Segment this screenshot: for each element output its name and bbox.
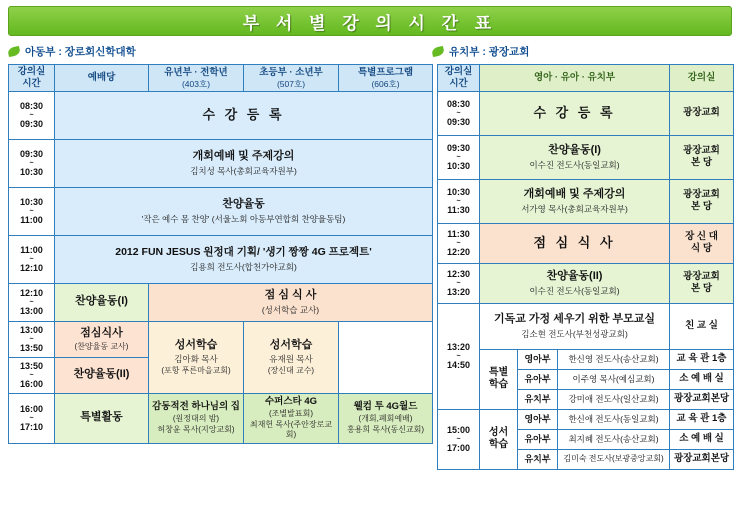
time-end: 10:30 bbox=[446, 160, 471, 171]
header-col-3-l1: 특별프로그램 bbox=[357, 66, 414, 78]
session-cell-empty bbox=[339, 321, 433, 393]
time-cell bbox=[438, 303, 480, 409]
session-speaker: '작은 예수 몸 찬양' (서울노회 아동부연합회 찬양율동팀) bbox=[141, 213, 346, 224]
time-cell bbox=[9, 91, 55, 139]
table-row bbox=[438, 303, 734, 349]
header-col-3-l2: (606호) bbox=[371, 78, 400, 89]
age-group: 유치부 bbox=[518, 449, 558, 469]
time-end: 11:00 bbox=[20, 214, 43, 225]
room-cell bbox=[670, 223, 734, 263]
time-dash: ~ bbox=[456, 279, 461, 287]
time-dash: ~ bbox=[456, 109, 461, 117]
time-start: 11:30 bbox=[447, 228, 470, 239]
children-schedule-table bbox=[8, 64, 433, 444]
section-label-special bbox=[480, 349, 518, 409]
session-cell bbox=[339, 393, 433, 443]
time-end: 12:20 bbox=[446, 246, 471, 257]
table-row bbox=[9, 139, 433, 187]
session-title: 찬양율동 bbox=[222, 198, 265, 211]
room-detail: 본 당 bbox=[691, 283, 713, 295]
time-start: 08:30 bbox=[446, 98, 471, 109]
session-title: 기독교 가정 세우기 위한 부모교실 bbox=[494, 313, 655, 326]
time-cell bbox=[9, 235, 55, 283]
table-row bbox=[438, 91, 734, 135]
time-start: 09:30 bbox=[19, 148, 44, 159]
teacher-name: 강미애 전도사(일산교회) bbox=[558, 389, 670, 409]
room-cell bbox=[670, 179, 734, 223]
session-cell bbox=[55, 393, 149, 443]
table-row bbox=[9, 321, 433, 357]
header-col-3 bbox=[339, 65, 433, 92]
header-col-1 bbox=[149, 65, 244, 92]
time-cell bbox=[9, 357, 55, 393]
time-end: 17:00 bbox=[446, 442, 471, 453]
room-name: 광장교회 bbox=[683, 107, 720, 119]
time-end: 16:00 bbox=[19, 378, 44, 389]
room-cell: 광장교회본당 bbox=[670, 389, 734, 409]
time-start: 15:00 bbox=[446, 424, 471, 435]
age-group: 유치부 bbox=[518, 389, 558, 409]
session-title: 수 강 등 록 bbox=[202, 107, 285, 123]
session-speaker: 홍용희 목사(동신교회) bbox=[346, 425, 425, 435]
session-title: 성서학습 bbox=[269, 338, 313, 351]
table-row bbox=[438, 223, 734, 263]
room-name: 광장교회 bbox=[683, 189, 720, 201]
session-cell bbox=[149, 283, 433, 321]
kindergarten-schedule-table bbox=[437, 64, 734, 470]
time-start: 12:10 bbox=[19, 287, 44, 298]
header-time-line1: 강의실 bbox=[444, 66, 473, 77]
table-row bbox=[438, 409, 734, 429]
teacher-name: 이주영 목사(예심교회) bbox=[558, 369, 670, 389]
room-name: 광장교회 bbox=[683, 145, 720, 157]
session-title: 찬양율동(II) bbox=[546, 270, 603, 283]
time-cell bbox=[9, 321, 55, 357]
session-speaker: 김치성 목사(총회교육자원부) bbox=[190, 165, 297, 176]
time-start: 09:30 bbox=[446, 142, 471, 153]
session-cell bbox=[55, 235, 433, 283]
table-row bbox=[9, 187, 433, 235]
table-row bbox=[9, 283, 433, 321]
section-label-line1: 성서 bbox=[488, 426, 509, 438]
tables-grid bbox=[8, 64, 732, 470]
time-dash: ~ bbox=[29, 159, 34, 167]
time-cell bbox=[9, 393, 55, 443]
time-dash: ~ bbox=[456, 352, 461, 360]
session-title: 찬양율동(I) bbox=[75, 295, 128, 308]
session-title: 수퍼스타 4G bbox=[264, 396, 318, 408]
page-title-bar bbox=[8, 6, 732, 36]
time-end: 13:50 bbox=[19, 342, 44, 353]
session-cell bbox=[480, 223, 670, 263]
time-end: 12:10 bbox=[19, 262, 44, 273]
time-dash: ~ bbox=[29, 207, 34, 215]
session-cell bbox=[55, 139, 433, 187]
time-start: 16:00 bbox=[19, 403, 44, 414]
session-title: 개회예배 및 주제강의 bbox=[192, 150, 295, 163]
session-cell bbox=[480, 91, 670, 135]
time-cell bbox=[9, 139, 55, 187]
time-cell bbox=[438, 223, 480, 263]
time-end: 10:30 bbox=[19, 166, 44, 177]
time-cell bbox=[9, 187, 55, 235]
time-end: 11:30 bbox=[447, 204, 470, 215]
header-program: 영아 · 유아 · 유치부 bbox=[480, 65, 670, 92]
session-title: 개회예배 및 주제강의 bbox=[523, 188, 626, 201]
session-cell bbox=[244, 321, 339, 393]
room-detail: 본 당 bbox=[691, 201, 713, 213]
header-col-1-l1: 유년부 · 전학년 bbox=[164, 66, 228, 78]
session-speaker: 유재원 목사 bbox=[269, 354, 313, 365]
time-cell bbox=[438, 91, 480, 135]
session-speaker: 최재헌 목사(주안장로교회) bbox=[249, 420, 333, 440]
session-cell bbox=[55, 357, 149, 393]
session-title: 점 심 식 사 bbox=[533, 235, 616, 251]
subheader-left bbox=[8, 42, 432, 60]
time-start: 13:50 bbox=[19, 360, 44, 371]
header-time-line2: 시간 bbox=[449, 77, 468, 89]
table-row bbox=[438, 349, 734, 369]
time-dash: ~ bbox=[29, 414, 34, 422]
room-cell bbox=[670, 91, 734, 135]
session-speaker: 김용희 전도사(합천가야교회) bbox=[190, 261, 297, 272]
time-dash: ~ bbox=[456, 197, 461, 205]
header-time-line1: 강의실 bbox=[17, 66, 46, 77]
time-start: 08:30 bbox=[19, 100, 44, 111]
time-cell bbox=[438, 135, 480, 179]
session-speaker: 서가영 목사(총회교육자원부) bbox=[521, 203, 628, 214]
session-title: 특별활동 bbox=[80, 411, 123, 424]
time-dash: ~ bbox=[29, 255, 34, 263]
time-start: 10:30 bbox=[19, 196, 44, 207]
header-col-0-l1: 예배당 bbox=[87, 71, 116, 83]
session-speaker: 이수진 전도사(동일교회) bbox=[529, 159, 620, 170]
room-cell bbox=[670, 263, 734, 303]
leaf-icon bbox=[431, 45, 445, 56]
subheader-right bbox=[432, 42, 732, 60]
session-note: (원정대의 밤) bbox=[172, 414, 220, 424]
room-name: 친 교 실 bbox=[685, 320, 718, 332]
session-cell bbox=[55, 91, 433, 139]
session-note: (조별발표회) bbox=[269, 409, 313, 419]
time-dash: ~ bbox=[456, 153, 461, 161]
header-time bbox=[9, 65, 55, 92]
session-title: 2012 FUN JESUS 원정대 기획/ '생기 짱짱 4G 프로젝트' bbox=[115, 246, 372, 259]
table-row bbox=[9, 235, 433, 283]
teacher-name: 김미숙 전도사(보광중앙교회) bbox=[558, 449, 670, 469]
session-note: (성서학습 교사) bbox=[261, 304, 320, 315]
table-row bbox=[438, 179, 734, 223]
time-cell bbox=[438, 409, 480, 469]
room-name: 장 신 대 bbox=[685, 231, 718, 243]
room-name: 광장교회 bbox=[683, 271, 720, 283]
section-label-line1: 특별 bbox=[488, 366, 509, 378]
room-cell: 교 육 관 1층 bbox=[670, 349, 734, 369]
session-cell bbox=[55, 321, 149, 357]
table-row bbox=[438, 135, 734, 179]
table-header-row bbox=[438, 65, 734, 92]
time-end: 13:00 bbox=[19, 305, 44, 316]
session-cell bbox=[480, 179, 670, 223]
session-title: 성서학습 bbox=[174, 338, 218, 351]
table-row bbox=[9, 393, 433, 443]
subheader-left-label: 아동부 : 장로회신학대학 bbox=[25, 45, 136, 58]
table-row bbox=[438, 263, 734, 303]
section-label-bible bbox=[480, 409, 518, 469]
teacher-name: 한신애 전도사(동일교회) bbox=[558, 409, 670, 429]
session-title: 찬양율동(I) bbox=[548, 144, 601, 157]
time-dash: ~ bbox=[29, 371, 34, 379]
session-speaker: 김소현 전도사(부천성광교회) bbox=[521, 328, 628, 339]
room-cell bbox=[670, 303, 734, 349]
session-title: 수 강 등 록 bbox=[533, 105, 616, 121]
time-dash: ~ bbox=[29, 111, 34, 119]
session-speaker: 이수진 전도사(동일교회) bbox=[529, 285, 620, 296]
room-cell: 광장교회본당 bbox=[670, 449, 734, 469]
session-affiliation: (포항 푸른마을교회) bbox=[161, 365, 231, 375]
header-col-2 bbox=[244, 65, 339, 92]
age-group: 유아부 bbox=[518, 369, 558, 389]
room-detail: 본 당 bbox=[691, 157, 713, 169]
session-cell bbox=[480, 303, 670, 349]
session-title: 점 심 식 사 bbox=[264, 289, 317, 302]
header-col-0 bbox=[55, 65, 149, 92]
time-cell bbox=[438, 179, 480, 223]
header-col-2-l1: 초등부 · 소년부 bbox=[259, 66, 323, 78]
session-speaker: 김아화 목사 bbox=[174, 354, 218, 365]
time-end: 09:30 bbox=[446, 116, 471, 127]
room-cell: 소 예 배 실 bbox=[670, 369, 734, 389]
session-cell bbox=[55, 283, 149, 321]
page-title: 부 서 별 강 의 시 간 표 bbox=[242, 13, 498, 33]
time-dash: ~ bbox=[29, 298, 34, 306]
session-title: 웰컴 투 4G월드 bbox=[353, 401, 418, 413]
session-cell bbox=[149, 393, 244, 443]
time-dash: ~ bbox=[29, 335, 34, 343]
header-col-2-l2: (507호) bbox=[276, 78, 306, 89]
subheader-row bbox=[8, 42, 732, 60]
room-cell: 소 예 배 실 bbox=[670, 429, 734, 449]
section-label-line2: 학습 bbox=[488, 379, 509, 391]
table-row bbox=[9, 91, 433, 139]
time-end: 14:50 bbox=[446, 359, 471, 370]
time-start: 10:30 bbox=[446, 186, 471, 197]
leaf-icon bbox=[7, 45, 21, 56]
header-time-line2: 시간 bbox=[22, 77, 41, 89]
time-start: 11:00 bbox=[20, 244, 43, 255]
session-title: 찬양율동(II) bbox=[73, 368, 130, 381]
time-start: 13:00 bbox=[19, 324, 44, 335]
room-cell bbox=[670, 135, 734, 179]
time-start: 13:20 bbox=[446, 341, 471, 352]
time-start: 12:30 bbox=[446, 268, 471, 279]
session-cell bbox=[480, 263, 670, 303]
session-note: (개회,폐회예배) bbox=[358, 414, 413, 424]
table-header-row bbox=[9, 65, 433, 92]
session-speaker: 허창윤 목사(지앙교회) bbox=[157, 425, 235, 435]
subheader-right-label: 유치부 : 광장교회 bbox=[449, 45, 530, 58]
time-end: 09:30 bbox=[19, 118, 44, 129]
room-cell: 교 육 관 1층 bbox=[670, 409, 734, 429]
session-cell bbox=[480, 135, 670, 179]
teacher-name: 한신영 전도사(송산교회) bbox=[558, 349, 670, 369]
session-cell bbox=[244, 393, 339, 443]
header-col-1-l2: (403호) bbox=[181, 78, 211, 89]
header-time bbox=[438, 65, 480, 92]
time-dash: ~ bbox=[456, 435, 461, 443]
teacher-name: 최지혜 전도사(송산교회) bbox=[558, 429, 670, 449]
room-detail: 식 당 bbox=[691, 243, 713, 255]
age-group: 영아부 bbox=[518, 409, 558, 429]
session-note: (찬양율동 교사) bbox=[74, 341, 129, 351]
session-title: 감동적전 하나님의 집 bbox=[152, 401, 240, 413]
age-group: 유아부 bbox=[518, 429, 558, 449]
time-dash: ~ bbox=[456, 239, 461, 247]
section-label-line2: 학습 bbox=[488, 439, 509, 451]
header-room: 강의실 bbox=[670, 65, 734, 92]
time-cell bbox=[438, 263, 480, 303]
session-cell bbox=[55, 187, 433, 235]
time-end: 17:10 bbox=[19, 421, 44, 432]
age-group: 영아부 bbox=[518, 349, 558, 369]
time-cell bbox=[9, 283, 55, 321]
session-affiliation: (장신대 교수) bbox=[267, 365, 315, 375]
session-title: 점심식사 bbox=[80, 326, 123, 339]
time-end: 13:20 bbox=[446, 286, 471, 297]
session-cell bbox=[149, 321, 244, 393]
